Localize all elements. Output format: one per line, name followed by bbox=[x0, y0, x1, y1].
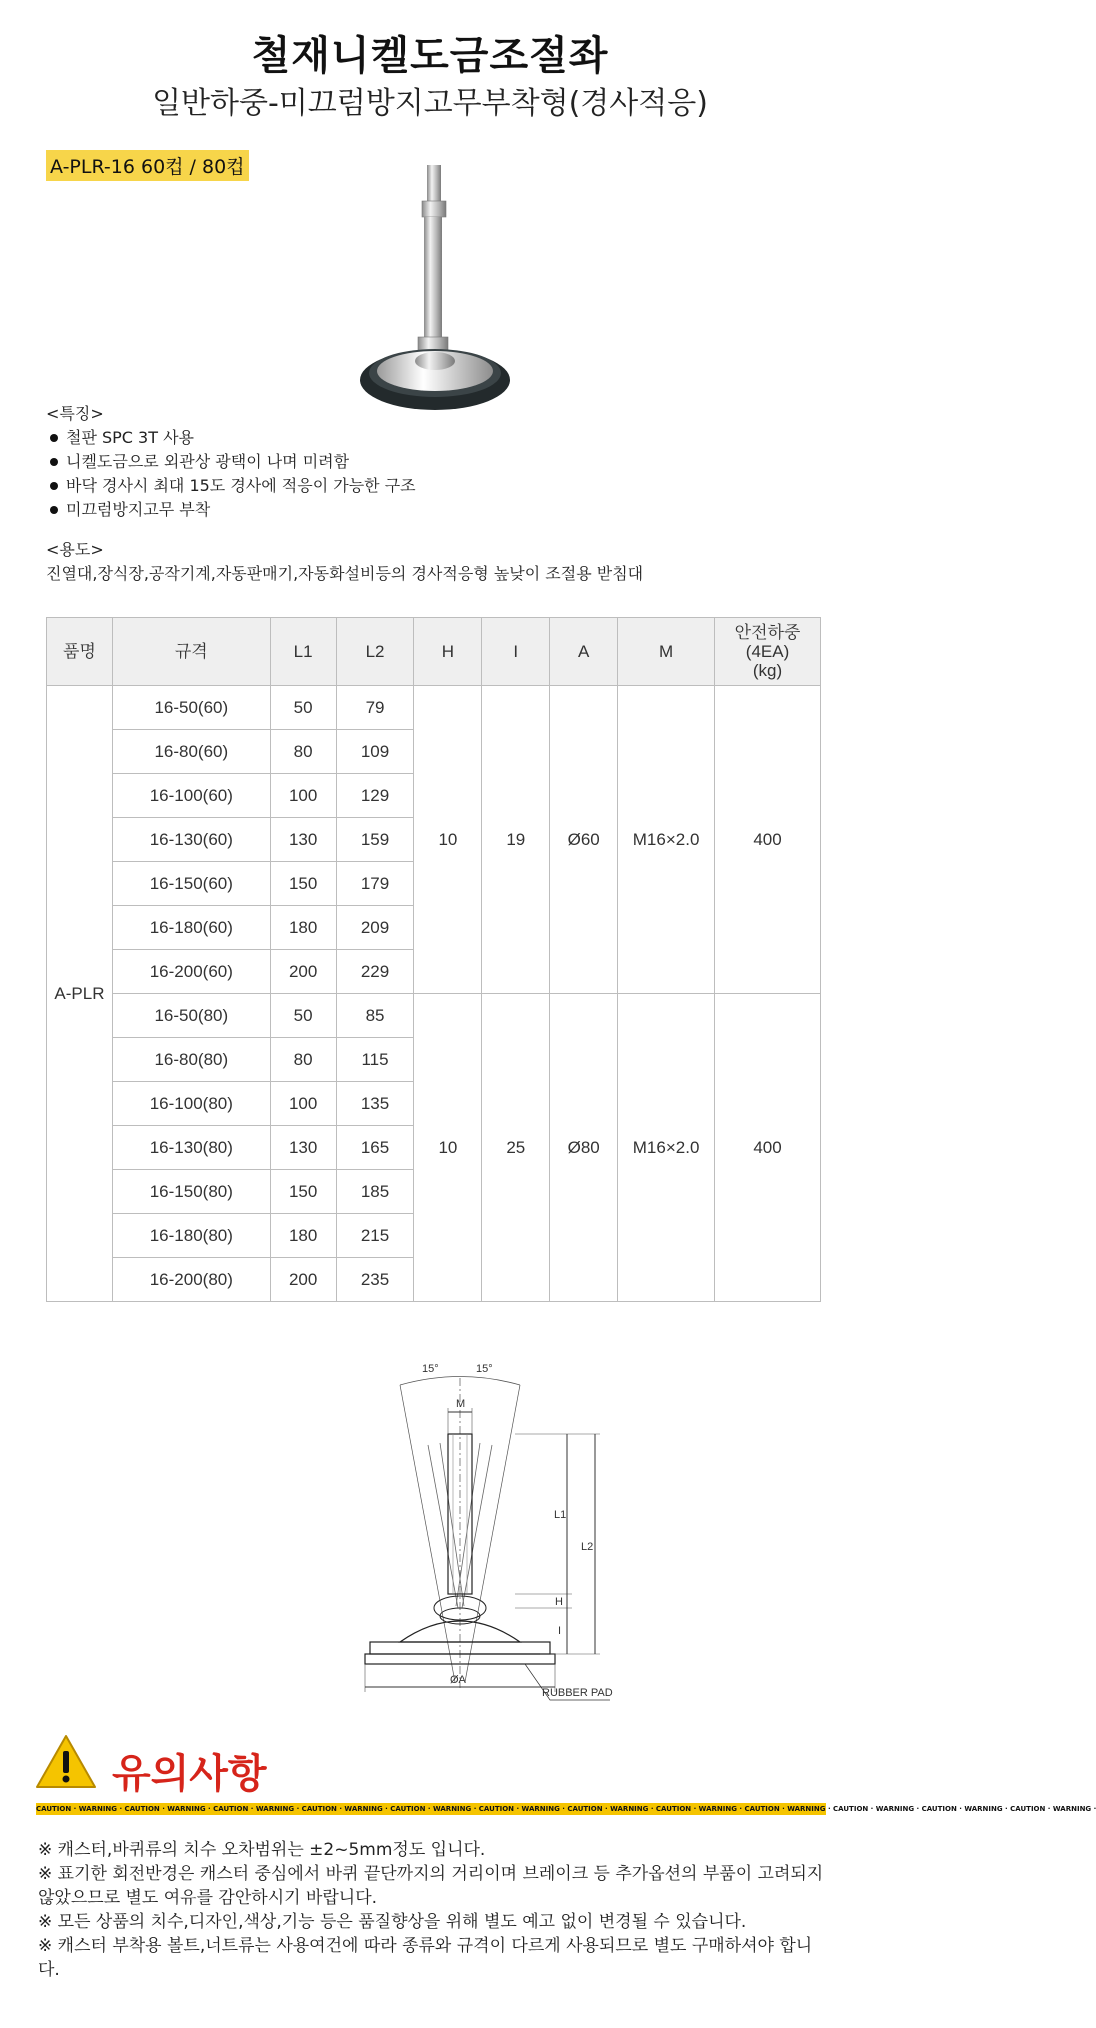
table-cell: 16-80(60) bbox=[112, 730, 270, 774]
caution-notes bbox=[38, 1838, 828, 1982]
spec-table bbox=[46, 617, 821, 1302]
table-cell: 400 bbox=[715, 686, 821, 994]
table-row bbox=[47, 686, 821, 730]
table-row bbox=[47, 994, 821, 1038]
note-item: ※ 표기한 회전반경은 캐스터 중심에서 바퀴 끝단까지의 거리이며 브레이크 등 추가옵션의 부품이 고려되지 않았으므로 별도 여유를 감안하시기 바랍니다. bbox=[38, 1864, 824, 1908]
i-label: I bbox=[558, 1625, 562, 1637]
table-cell: 79 bbox=[336, 686, 414, 730]
usage-text: 진열대,장식장,공작기계,자동판매기,자동화설비등의 경사적응형 높낮이 조절용 받침대 bbox=[46, 564, 644, 583]
table-cell: 16-100(60) bbox=[112, 774, 270, 818]
m-label: M bbox=[456, 1398, 466, 1410]
l1-label: L1 bbox=[554, 1509, 567, 1521]
table-cell: 200 bbox=[270, 1258, 336, 1302]
h-label: H bbox=[555, 1596, 563, 1608]
table-cell: A-PLR bbox=[47, 686, 113, 1302]
table-cell: 165 bbox=[336, 1126, 414, 1170]
table-cell: Ø80 bbox=[550, 994, 618, 1302]
rubber-pad-label: RUBBER PAD bbox=[542, 1687, 613, 1699]
angle-right-label: 15° bbox=[476, 1363, 493, 1375]
table-cell: 16-150(60) bbox=[112, 862, 270, 906]
dimension-diagram bbox=[310, 1350, 613, 1710]
table-header-cell: L1 bbox=[270, 618, 336, 686]
table-cell: 80 bbox=[270, 1038, 336, 1082]
features-section bbox=[46, 402, 416, 522]
feature-item: 바닥 경사시 최대 15도 경사에 적응이 가능한 구조 bbox=[46, 474, 416, 498]
page-subtitle: 일반하중-미끄럼방지고무부착형(경사적응) bbox=[152, 86, 708, 121]
table-header-cell: L2 bbox=[336, 618, 414, 686]
table-cell: 16-80(80) bbox=[112, 1038, 270, 1082]
a-label: ØA bbox=[450, 1674, 466, 1686]
table-cell: 159 bbox=[336, 818, 414, 862]
table-header-cell: H bbox=[414, 618, 482, 686]
features-heading: <특징> bbox=[46, 404, 104, 423]
table-cell: 10 bbox=[414, 994, 482, 1302]
table-cell: 80 bbox=[270, 730, 336, 774]
warning-icon bbox=[34, 1733, 98, 1791]
table-cell: 180 bbox=[270, 906, 336, 950]
table-cell: 16-50(60) bbox=[112, 686, 270, 730]
table-cell: 400 bbox=[715, 994, 821, 1302]
page-title: 철재니켈도금조절좌 bbox=[251, 33, 609, 79]
feature-item: 미끄럼방지고무 부착 bbox=[46, 498, 416, 522]
table-cell: 115 bbox=[336, 1038, 414, 1082]
table-cell: 50 bbox=[270, 686, 336, 730]
table-cell: 235 bbox=[336, 1258, 414, 1302]
table-cell: 200 bbox=[270, 950, 336, 994]
table-cell: 150 bbox=[270, 1170, 336, 1214]
table-cell: 19 bbox=[482, 686, 550, 994]
caution-title: 유의사항 bbox=[112, 1751, 267, 1797]
table-header-cell: 품명 bbox=[47, 618, 113, 686]
table-cell: 16-100(80) bbox=[112, 1082, 270, 1126]
table-cell: 16-50(80) bbox=[112, 994, 270, 1038]
table-cell: 129 bbox=[336, 774, 414, 818]
table-cell: 16-180(80) bbox=[112, 1214, 270, 1258]
table-cell: 100 bbox=[270, 774, 336, 818]
usage-heading: <용도> bbox=[46, 540, 104, 559]
product-photo bbox=[355, 165, 515, 425]
table-cell: 16-150(80) bbox=[112, 1170, 270, 1214]
table-header-row bbox=[47, 618, 821, 686]
table-cell: 16-200(80) bbox=[112, 1258, 270, 1302]
table-cell: 16-200(60) bbox=[112, 950, 270, 994]
warning-strip: CAUTION · WARNING · CAUTION · WARNING · CAUTION · WARNING · CAUTION · WARNING · CAUTION · WARNING · CAUTION · WARNING · CAUTION · WARNING · CAUTION · WARNING · CAUTION · WARNING · CAUTION · WARNING · CAUTION · WARNING · CAUTION · WARNING · bbox=[36, 1805, 1096, 1813]
table-header-cell: M bbox=[618, 618, 715, 686]
table-cell: 16-180(60) bbox=[112, 906, 270, 950]
table-cell: 150 bbox=[270, 862, 336, 906]
features-list bbox=[46, 426, 416, 522]
note-item: ※ 모든 상품의 치수,디자인,색상,기능 등은 품질향상을 위해 별도 예고 없이 변경될 수 있습니다. bbox=[38, 1912, 747, 1932]
table-cell: 179 bbox=[336, 862, 414, 906]
table-cell: 130 bbox=[270, 818, 336, 862]
table-cell: 135 bbox=[336, 1082, 414, 1126]
table-cell: 229 bbox=[336, 950, 414, 994]
table-cell: 100 bbox=[270, 1082, 336, 1126]
table-cell: 16-130(80) bbox=[112, 1126, 270, 1170]
table-cell: 209 bbox=[336, 906, 414, 950]
table-cell: 109 bbox=[336, 730, 414, 774]
usage-section bbox=[46, 538, 643, 586]
table-cell: M16×2.0 bbox=[618, 994, 715, 1302]
note-item: ※ 캐스터,바퀴류의 치수 오차범위는 ±2~5mm정도 입니다. bbox=[38, 1840, 486, 1860]
table-header-cell: 안전하중 (4EA) (kg) bbox=[715, 618, 821, 686]
table-cell: 25 bbox=[482, 994, 550, 1302]
table-cell: 50 bbox=[270, 994, 336, 1038]
table-header-cell: I bbox=[482, 618, 550, 686]
table-cell: M16×2.0 bbox=[618, 686, 715, 994]
note-item: ※ 캐스터 부착용 볼트,너트류는 사용여건에 따라 종류와 규격이 다르게 사용되므로 별도 구매하셔야 합니다. bbox=[38, 1936, 813, 1980]
feature-item: 니켈도금으로 외관상 광택이 나며 미려함 bbox=[46, 450, 416, 474]
table-cell: 16-130(60) bbox=[112, 818, 270, 862]
table-cell: 85 bbox=[336, 994, 414, 1038]
l2-label: L2 bbox=[581, 1541, 594, 1553]
feature-item: 철판 SPC 3T 사용 bbox=[46, 426, 416, 450]
model-tag: A-PLR-16 60컵 / 80컵 bbox=[46, 150, 249, 181]
angle-left-label: 15° bbox=[422, 1363, 439, 1375]
table-header-cell: A bbox=[550, 618, 618, 686]
table-cell: 185 bbox=[336, 1170, 414, 1214]
table-cell: 10 bbox=[414, 686, 482, 994]
table-cell: 180 bbox=[270, 1214, 336, 1258]
table-cell: 215 bbox=[336, 1214, 414, 1258]
table-cell: 130 bbox=[270, 1126, 336, 1170]
table-cell: Ø60 bbox=[550, 686, 618, 994]
table-header-cell: 규격 bbox=[112, 618, 270, 686]
